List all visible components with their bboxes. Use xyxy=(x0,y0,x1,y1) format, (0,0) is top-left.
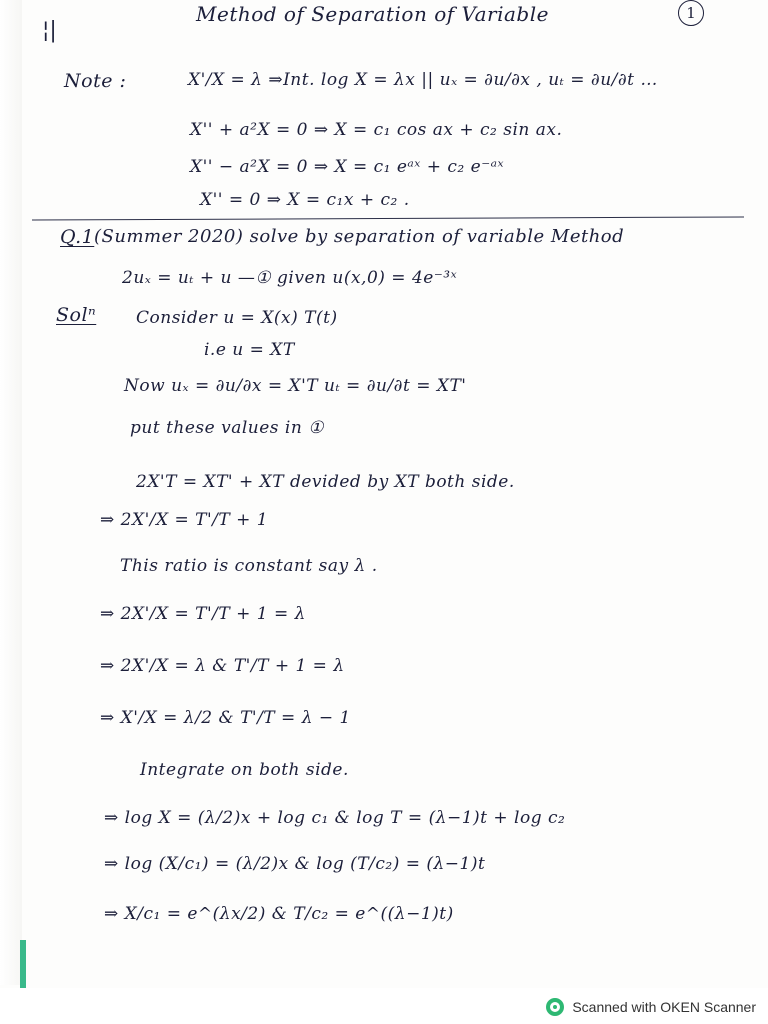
solution-line: ⇒ 2X'/X = T'/T + 1 = λ xyxy=(100,604,306,624)
note-line-3: X'' − a²X = 0 ⇒ X = c₁ eᵃˣ + c₂ e⁻ᵃˣ xyxy=(190,157,505,177)
solution-line: ⇒ X'/X = λ/2 & T'/T = λ − 1 xyxy=(100,708,351,728)
solution-line: Consider u = X(x) T(t) xyxy=(136,308,338,328)
page-edge-shadow xyxy=(0,0,22,985)
note-line-4: X'' = 0 ⇒ X = c₁x + c₂ . xyxy=(200,190,410,210)
solution-line: ⇒ 2X'/X = T'/T + 1 xyxy=(100,510,269,530)
solution-line: i.e u = XT xyxy=(204,340,295,360)
scanner-footer xyxy=(0,988,768,1024)
margin-mark: ¦| xyxy=(42,18,57,43)
solution-line: ⇒ 2X'/X = λ & T'/T + 1 = λ xyxy=(100,656,345,676)
scanner-text: Scanned with OKEN Scanner xyxy=(572,999,756,1015)
solution-line: ⇒ log X = (λ/2)x + log c₁ & log T = (λ−1)t + log c₂ xyxy=(104,808,566,828)
note-line-1: X'/X = λ ⇒Int. log X = λx || uₓ = ∂u/∂x , uₜ = ∂u/∂t … xyxy=(188,70,658,90)
solution-label: Solⁿ xyxy=(56,304,97,326)
solution-line: This ratio is constant say λ . xyxy=(120,556,378,576)
note-line-2: X'' + a²X = 0 ⇒ X = c₁ cos ax + c₂ sin ax. xyxy=(190,120,563,140)
question-heading: (Summer 2020) solve by separation of variable Method xyxy=(94,226,625,247)
solution-line: 2X'T = XT' + XT devided by XT both side. xyxy=(136,472,515,492)
scan-edge-marker xyxy=(20,940,26,988)
question-label: Q.1 xyxy=(60,226,95,248)
solution-line: ⇒ log (X/c₁) = (λ/2)x & log (T/c₂) = (λ−1)t xyxy=(104,854,486,874)
solution-line: Integrate on both side. xyxy=(140,760,349,780)
solution-line: Now uₓ = ∂u/∂x = X'T uₜ = ∂u/∂t = XT' xyxy=(124,376,467,396)
page-title: Method of Separation of Variable xyxy=(196,2,549,26)
solution-line: put these values in ① xyxy=(130,418,324,438)
scanner-watermark xyxy=(546,998,756,1016)
scanner-logo-icon xyxy=(546,998,564,1016)
page-number: 1 xyxy=(678,0,704,26)
solution-line: ⇒ X/c₁ = e^(λx/2) & T/c₂ = e^((λ−1)t) xyxy=(104,904,454,924)
note-label: Note : xyxy=(64,70,127,92)
question-equation: 2uₓ = uₜ + u —① given u(x,0) = 4e⁻³ˣ xyxy=(122,268,458,288)
section-divider xyxy=(32,216,744,220)
